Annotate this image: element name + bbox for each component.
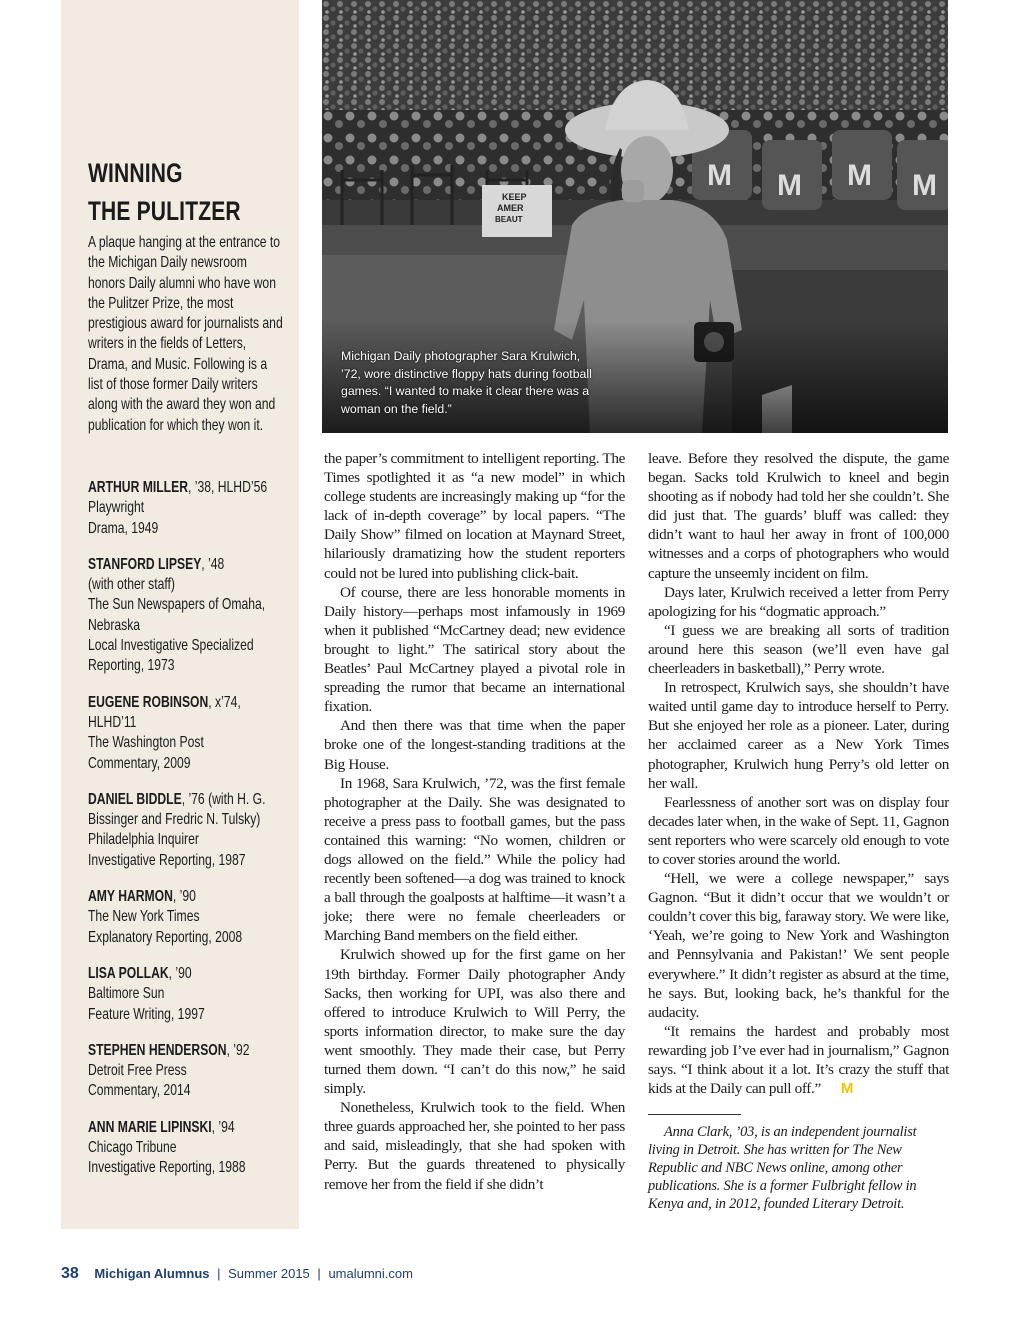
jersey-letter: M — [847, 159, 872, 192]
article-paragraph: the paper’s commitment to intelligent reporting. The Times spotlighted it as “a new model” in which college students are increasingly making up “for the lack of in-depth coverage” by local papers. “The Daily Show” filmed on location at Maynard Street, hilariously dramatizing how the student reporters could not be lured into publishing click-bait. — [324, 450, 625, 582]
article-paragraph: In 1968, Sara Krulwich, ’72, was the first female photographer at the Daily. She was designated to receive a press pass to football games, but the pass contained this warning: “No women, children or dogs allowed on the field.” While the policy had recently been softened—a dog was trained to knock a ball through the goalposts at halftime—it wasn’t a joke; there were no female cheerleaders or Marching Band members on the field either. — [324, 774, 625, 945]
winner-name: STANFORD LIPSEY — [88, 555, 202, 573]
block-m-end-icon: M — [840, 1080, 854, 1098]
jersey-letter: M — [777, 169, 802, 202]
page-footer — [61, 1265, 413, 1283]
winner-entry — [88, 478, 285, 539]
winner-name: AMY HARMON — [88, 888, 173, 906]
photo-caption: Michigan Daily photographer Sara Krulwich, ’72, wore distinctive floppy hats during football games. “I wanted to make it clear there was a woman on the field.” — [341, 349, 592, 416]
article-paragraph: Krulwich showed up for the first game on her 19th birthday. Former Daily photographer Andy Sacks, then working for UPI, was also there and offered to introduce Krulwich to Will Perry, the sports information director, to make sure the day went smoothly. They made their case, but Perry turned them down. “I can’t do this now,” he said simply. — [324, 946, 625, 1098]
winner-name: EUGENE ROBINSON — [88, 693, 209, 711]
bio-divider — [648, 1114, 741, 1115]
jersey-letter: M — [912, 169, 937, 202]
winner-detail: Commentary, 2014 — [88, 1082, 191, 1100]
winner-name: ARTHUR MILLER — [88, 479, 188, 496]
winner-name: DANIEL BIDDLE — [88, 790, 182, 808]
issue-label: Summer 2015 — [228, 1266, 310, 1281]
article-paragraph: And then there was that time when the paper broke one of the longest-standing traditions at the Big House. — [324, 717, 625, 773]
article-column-2 — [648, 449, 949, 1213]
winner-detail: Explanatory Reporting, 2008 — [88, 928, 243, 946]
winner-year: , ’90 — [168, 964, 192, 982]
winner-detail: Playwright — [88, 499, 145, 517]
keep-america-sign — [482, 185, 552, 237]
winner-name: STEPHEN HENDERSON — [88, 1041, 227, 1059]
article-paragraph: “Hell, we were a college newspaper,” says Gagnon. “But it didn’t occur that we wouldn’t or couldn’t cover this big, faraway story. We were like, ‘Yeah, we’re going to New York and Washington and Pennsylvania and Pakistan!’ We sent people everywhere.” It didn’t register as absurd at the time, he says. But, looking back, he’s thankful for the audacity. — [648, 870, 949, 1021]
article-paragraph-last — [648, 1022, 949, 1098]
winner-entry — [88, 555, 285, 677]
winner-detail: Baltimore Sun — [88, 985, 165, 1003]
article-paragraph-text: “It remains the hardest and probably most rewarding job I’ve ever had in journalism,” Gagnon says. “I think about it a lot. It’s crazy the stuff that kids at the Daily can pull off.” — [648, 1022, 949, 1098]
winner-entry — [88, 887, 285, 948]
winner-year: , ’90 — [172, 888, 196, 906]
winner-year: , ’48 — [201, 555, 225, 573]
winner-entry — [88, 1118, 285, 1179]
winner-entry — [88, 693, 285, 774]
winner-detail: The Washington Post — [88, 734, 204, 752]
website-link[interactable]: umalumni.com — [328, 1266, 413, 1281]
magazine-name: Michigan Alumnus — [94, 1266, 210, 1281]
winner-entry — [88, 1041, 285, 1102]
footer-divider: | — [217, 1266, 221, 1281]
winner-entry — [88, 790, 285, 871]
winner-year: , ’92 — [226, 1041, 250, 1059]
winner-year: , ’38, HLHD’56 — [187, 479, 268, 496]
winner-year: , ’76 (with H. G. Bissinger and Fredric N. Tulsky) — [88, 790, 266, 829]
winner-detail: The New York Times — [88, 908, 200, 926]
sidebar-title — [88, 154, 244, 230]
winner-detail: The Sun Newspapers of Omaha, Nebraska — [88, 596, 266, 634]
winner-detail: Investigative Reporting, 1987 — [88, 851, 246, 869]
winner-detail: Detroit Free Press — [88, 1062, 187, 1080]
winner-list — [88, 478, 285, 1195]
author-bio: Anna Clark, ’03, is an independent journalist living in Detroit. She has written for The New Republic and NBC News online, among other publications. She is a former Fulbright fellow in Kenya and, in 2012, founded Literary Detroit. — [648, 1124, 917, 1213]
sign-text: AMER — [497, 203, 524, 213]
winner-entry — [88, 964, 285, 1025]
winner-detail: Chicago Tribune — [88, 1139, 177, 1157]
sidebar-title-line1: WINNING — [88, 158, 183, 188]
article-paragraph: “I guess we are breaking all sorts of tradition around here this season (we’ll even have gal cheerleaders in basketball),” Perry wrote. — [648, 621, 949, 678]
article-paragraph: leave. Before they resolved the dispute, the game began. Sacks told Krulwich to kneel and begin shooting as if nobody had told her she couldn’t. She did just that. The guards’ bluff was called: they didn’t want to haul her away in front of 100,000 witnesses and a corps of photographers who would capture the unseemly incident on film. — [648, 450, 949, 582]
jersey-letter: M — [707, 159, 732, 192]
winner-detail: Feature Writing, 1997 — [88, 1005, 205, 1023]
winner-year: , x’74, HLHD’11 — [88, 693, 241, 731]
sign-text: BEAUT — [495, 215, 523, 224]
winner-name: LISA POLLAK — [88, 964, 169, 982]
winner-detail: Drama, 1949 — [88, 519, 159, 537]
winner-detail: Philadelphia Inquirer — [88, 831, 199, 849]
winner-detail: (with other staff) — [88, 576, 175, 594]
winner-year: , ’94 — [211, 1118, 235, 1136]
article-column-1 — [324, 449, 625, 1194]
article-paragraph: Of course, there are less honorable moments in Daily history—perhaps most infamously in 1969 when it published “McCartney dead; new evidence brought to light.” The satirical story about the Beatles’ Paul McCartney played a pivotal role in spreading the rumor that became an international fixation. — [324, 583, 625, 716]
winner-detail: Investigative Reporting, 1988 — [88, 1159, 246, 1177]
winner-name: ANN MARIE LIPINSKI — [88, 1118, 212, 1136]
page-number: 38 — [61, 1265, 79, 1282]
winner-detail: Local Investigative Specialized Reporting, 1973 — [88, 637, 254, 675]
article-paragraph: In retrospect, Krulwich says, she shouldn’t have waited until game day to introduce herself to Perry. But she enjoyed her role as a pioneer. Later, during her acclaimed career as a New York Times photographer, Krulwich hung Perry’s old letter on her wall. — [648, 679, 949, 792]
article-paragraph: Days later, Krulwich received a letter from Perry apologizing for his “dogmatic approach.” — [648, 583, 949, 620]
sign-text: KEEP — [502, 192, 527, 202]
article-paragraph: Fearlessness of another sort was on display four decades later when, in the wake of Sept. 11, Gagnon sent reporters who were scarcely old enough to vote to cover stories around the world. — [648, 793, 949, 868]
footer-divider: | — [317, 1266, 321, 1281]
sidebar-title-line2: THE PULITZER — [88, 196, 241, 226]
winner-detail: Commentary, 2009 — [88, 754, 191, 772]
article-paragraph: Nonetheless, Krulwich took to the field. When three guards approached her, she pointed to her pass and said, misleadingly, that she had spoken with Perry. But the guards threatened to physically remove her from the field if she didn’t — [324, 1099, 625, 1193]
sidebar-intro: A plaque hanging at the entrance to the Michigan Daily newsroom honors Daily alumni who have won the Pulitzer Prize, the most prestigious award for journalists and writers in the fields of Letters, Drama, and Music. Following is a list of those former Daily writers along with the award they won and publication for which they won it. — [88, 234, 283, 434]
